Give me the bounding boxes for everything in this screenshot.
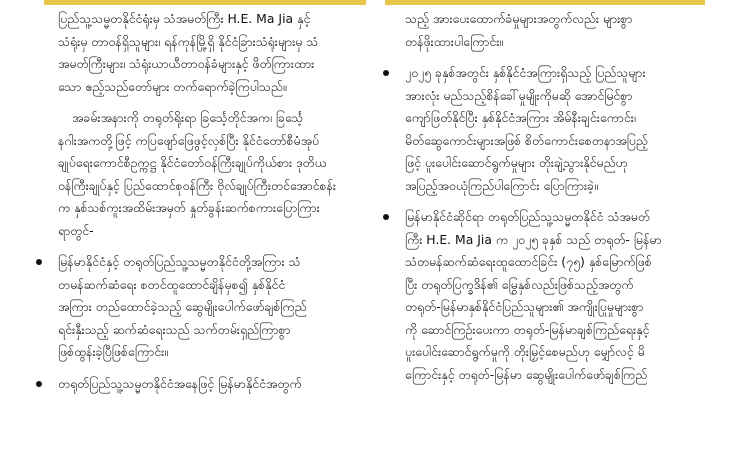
bullet-item [405,206,705,386]
paragraph [58,8,364,98]
text-line: အမတ်ကြီးများ၊ သံရုံးယာယီတာဝန်ခံများနှင့် ဖိတ်ကြားထား [58,56,315,71]
text-line: မြန်မာနိုင်ငံနှင့် တရုတ်ပြည်သူ့သမ္မတနိုင်ငံတို့အကြား သံ [58,254,301,269]
text-line: ၂၀၂၅ ခုနှစ်အတွင်း နှစ်နိုင်ငံအကြားရှိသည့် ပြည်သူများ [405,65,646,80]
text-line: သံတမန်ဆက်ဆံရေးထူထောင်ခြင်း (၇၅) နှစ်မြောက်ဖြစ် [405,254,652,269]
top-color-band-left [44,0,366,5]
text-line: ကြောင်းနှင့် တရုတ်-မြန်မာ ဆွေမျိုးပေါက်ဖော်ချစ်ကြည် [405,366,648,382]
text-line: သော ဧည့်သည်တော်များ တက်ရောက်ခဲ့ကြပါသည်။ [58,78,287,94]
text-line: ပြည်သူ့သမ္မတနိုင်ငံရုံးမှ သံအမတ်ကြီး H.E. Ma Jia နှင့် [58,11,311,26]
text-line: ပူးပေါင်းဆောင်ရွက်မှုကို တိုးမြှင့်စေမည်ဟု မျှော်လင့် မိ [405,344,645,359]
paragraph [58,107,364,242]
text-line: ကို ဆောင်ကြဉ်းပေးကာ တရုတ်-မြန်မာချစ်ကြည်ရေးနှင့် [405,321,650,337]
text-line: အခမ်းအနားကို တရုတ်ရိုးရာ ခြင်္သေ့တိုင်အက၊ ခြင်္သေ့ [72,110,304,125]
text-line: ရာတွင်- [58,222,94,238]
article-column-right [405,8,705,386]
paragraph [405,8,705,53]
text-line: ချုပ်ရေးကောင်စီဥက္ကဋ္ဌ နိုင်ငံတော်ဝန်ကြီးချုပ်ကိုယ်စား ဒုတိယ [58,155,327,170]
bullet-icon [36,259,42,265]
text-line: တန်ဖိုးထားပါကြောင်း။ [405,33,504,49]
text-line: ဝန်ကြီးချုပ်နှင့် ပြည်ထောင်စုဝန်ကြီး ဗိုလ်ချုပ်ကြီးတင်အောင်စန်း [58,177,337,193]
text-line: ကျော်ဖြတ်နိုင်ပြီး နှစ်နိုင်ငံအကြား အိမ်နီးချင်းကောင်း၊ [405,110,636,125]
bullet-item [58,251,364,364]
text-line: ရင်းနှီးသည့် ဆက်ဆံရေးသည် သက်တမ်းရှည်ကြာစွာ [58,321,291,337]
text-line: တရုတ်-မြန်မာနှစ်နိုင်ငံပြည်သူများ၏ အကျိုးပြုမှုများစွာ [405,299,644,314]
text-line: အားလုံး မည်သည့်စိန်ခေါ်မှုမျိုးကိုမဆို အောင်မြင်စွာ [405,87,633,103]
bullet-icon [383,70,389,76]
text-line: တမန်ဆက်ဆံရေး စတင်ထူထောင်ချိန်မှစ၍ နှစ်နိုင်ငံ [58,276,286,292]
bullet-item [405,62,705,197]
text-line: တရုတ်ပြည်သူ့သမ္မတနိုင်ငံအနေဖြင့် မြန်မာနိုင်ငံအတွက် [58,375,302,391]
text-line: ဖြင့် ပူးပေါင်းဆောင်ရွက်မှုများ တိုးချဲ့သွားနိုင်မည်ဟု [405,155,628,170]
text-line: ဖြစ်ထွန်းခဲ့ပြီဖြစ်ကြောင်း။ [58,344,168,359]
bullet-item [58,373,364,396]
text-line: မိတ်ဆွေကောင်းများအဖြစ် စိတ်ကောင်းစေတနာအပြည့် [405,132,648,148]
text-line: မြန်မာနိုင်ငံဆိုင်ရာ တရုတ်ပြည်သူ့သမ္မတနိုင်ငံ သံအမတ် [405,209,650,224]
bullet-icon [36,381,42,387]
text-line: နဂါးအကတို့ဖြင့် ကပြဖျော်ဖြေဖွင့်လှစ်ပြီး နိုင်ငံတော်စီမံအုပ် [58,132,320,148]
bullet-icon [383,214,389,220]
text-line: က နှစ်သစ်ကူးအထိမ်းအမှတ် နှုတ်ခွန်းဆက်စကားပြောကြား [58,200,320,215]
top-color-band-right [385,0,705,5]
text-line: ကြီး H.E. Ma Jia က ၂၀၂၅ ခုနှစ် သည် တရုတ်- မြန်မာ [405,231,662,247]
text-line: အပြည့်အဝယုံကြည်ပါကြောင်း ပြောကြားခဲ့။ [405,177,598,193]
text-line: အကြား တည်ထောင်ခဲ့သည့် ဆွေမျိုးပေါက်ဖော်ချစ်ကြည် [58,299,307,314]
text-line: ပြီး တရုတ်ပြက္ခဒိန်၏ မြွေနှစ်လည်းဖြစ်သည့်အတွက် [405,276,634,292]
article-column-left [58,8,364,395]
text-line: သည့် အားပေးထောက်ခံမှုများအတွက်လည်း များစွာ [405,11,633,26]
text-line: သံရုံးမှ တာဝန်ရှိသူများ၊ ရန်ကုန်မြို့ရှိ နိုင်ငံခြားသံရုံးများမှ သံ [58,33,319,49]
